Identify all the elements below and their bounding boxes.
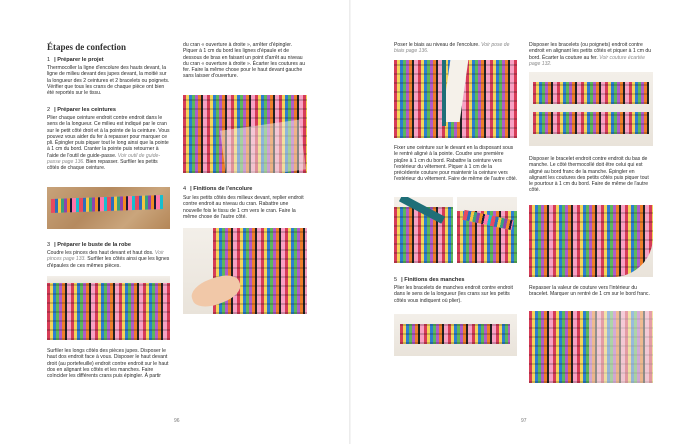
- paragraph: du cran « ouverture à droite », arrêter d'épingler. Piquer à 1 cm du bord les lignes d'épaule et de dessous de bras en faisant un point d'arrêt au niveau du cran « ouverture à droite ». Écarter les coutures au fer. Faire la même chose pour le haut devant gauche sans laisser d'ouverture.: [183, 42, 306, 80]
- column-2-middle-text: [529, 156, 653, 194]
- step-number: 2: [47, 107, 51, 113]
- paragraph: Disposer le bracelet endroit contre endroit du bas de manche. Le côté thermocollé doit être celui qui est aligné au bord franc de la manche. Épingler en alignant les coutures des petits côtés puis piquer tout le pourtour à 1 cm du bord. Faire de même de l'autre côté.: [529, 156, 649, 194]
- page-number: 97: [521, 418, 527, 424]
- cuff-fold-photo: [394, 314, 517, 356]
- page-number: 96: [174, 418, 180, 424]
- page-reference: Voir pose de biais page 136.: [394, 42, 510, 55]
- paragraph: Thermocoller la ligne d'encolure des hauts devant, la ligne de milieu devant des jupes devant, la moitié sur la longueur des 2 ceintures et 2 bracelets ou poignets. Vérifier que tous les crans de chaque pièce ont bien été reportés sur le tissu.: [47, 65, 170, 97]
- belt-attach-photo-2: [457, 197, 517, 263]
- page-reference: Voir pinces page 133.: [47, 250, 164, 263]
- step-3-text: [47, 250, 171, 269]
- page-title: Étapes de confection: [47, 42, 126, 52]
- step-3-continued-text: [47, 348, 171, 379]
- column-2-bottom-text: [529, 285, 653, 298]
- cuff-finish-photo: [529, 311, 653, 383]
- page-reference: Voir couture écartée page 132.: [529, 54, 645, 67]
- cuff-seam-photo: [529, 72, 653, 146]
- step-4-heading: [183, 186, 252, 192]
- step-4-text: [183, 195, 307, 220]
- step-number: 3: [47, 242, 51, 248]
- step-1-text: [47, 65, 171, 96]
- step-label: | Finitions des manches: [401, 277, 465, 283]
- step-2-heading: [47, 107, 116, 113]
- step-2-text: [47, 115, 171, 172]
- column-1-middle-text: [394, 145, 518, 183]
- bodice-photo: [47, 276, 170, 340]
- column-1-top-text: [394, 42, 518, 55]
- step-1-heading: [47, 57, 104, 63]
- left-page: [0, 0, 349, 444]
- paragraph: Coudre les pinces des haut devant et haut dos.: [47, 250, 154, 256]
- cuff-attach-photo: [529, 205, 653, 277]
- paragraph: Poser le biais au niveau de l'encolure.: [394, 42, 480, 48]
- step-number: 5: [394, 277, 398, 283]
- bias-binding-photo: [394, 60, 517, 138]
- step-label: | Préparer les ceintures: [54, 107, 117, 113]
- column-2-top-text: [183, 42, 307, 80]
- page-reference: Voir outil de guide-passe page 136.: [47, 152, 161, 166]
- step-label: | Préparer le projet: [54, 57, 104, 63]
- paragraph: Fixer une ceinture sur le devant en la disposant sous le rentré aligné à la pointe. Coudre une première piqûre à 1 cm du bord. Rabattre la ceinture vers l'extérieur du vêtement. Piquer à 1 cm de la précédente couture pour maintenir la ceinture vers l'extérieur du vêtement. Faire de même de l'autre côté.: [394, 145, 518, 183]
- paragraph: Surfiler les longs côtés des pièces jupes. Disposer le haut dos endroit face à vous. Disposer le haut devant droit (au portefeuille) endroit contre endroit sur le haut dos en alignant les côtés et les manches. Faire coïncider les différents crans puis épingler. À partir: [47, 348, 169, 380]
- paragraph: Bien repasser. Surfiler les petits côtés de chaque ceinture.: [47, 159, 158, 172]
- neckline-photo: [183, 228, 307, 314]
- bodice-seam-photo: [183, 95, 307, 173]
- step-5-text: [394, 285, 518, 304]
- step-number: 4: [183, 186, 187, 192]
- paragraph: Disposer les bracelets (ou poignets) endroit contre endroit en alignant les petits côtés et piquer à 1 cm du bord. Écarter la couture au fer.: [529, 42, 652, 61]
- paragraph: Surfiler les côtés ainsi que les lignes d'épaules de ces mêmes pièces.: [47, 256, 170, 269]
- paragraph: Repasser la valeur de couture vers l'intérieur du bracelet. Marquer un rentré de 1 cm sur le bord franc.: [529, 285, 650, 298]
- right-page: [351, 0, 700, 444]
- step-number: 1: [47, 57, 51, 63]
- paragraph: Plier les bracelets de manches endroit contre endroit dans le sens de la longueur (les crans sur les petits côtés vous indiquent où plier).: [394, 285, 513, 304]
- step-3-heading: [47, 242, 131, 248]
- paragraph: Sur les petits côtés des milieux devant, replier endroit contre endroit au niveau du cran. Rabattre une nouvelle fois le tissu de 1 cm vers le cran. Faire la même chose de l'autre côté.: [183, 195, 304, 220]
- paragraph: Plier chaque ceinture endroit contre endroit dans le sens de la longueur. Ce milieu est indiqué par le cran sur le petit côté droit et à la pointe de la ceinture. Vous pouvez vous aider du fer à repasser pour marquer ce pli. Épingler puis piquer tout le long ainsi que la pointe à 1 cm du bord. Cranter la pointe puis retourner à l'aide de l'outil de guide-passe.: [47, 115, 170, 159]
- step-label: | Préparer le buste de la robe: [54, 242, 131, 248]
- column-2-top-text: [529, 42, 653, 67]
- belt-photo: [47, 187, 170, 229]
- belt-attach-photo-1: [394, 197, 453, 263]
- step-5-heading: [394, 277, 465, 283]
- step-label: | Finitions de l'encolure: [190, 186, 253, 192]
